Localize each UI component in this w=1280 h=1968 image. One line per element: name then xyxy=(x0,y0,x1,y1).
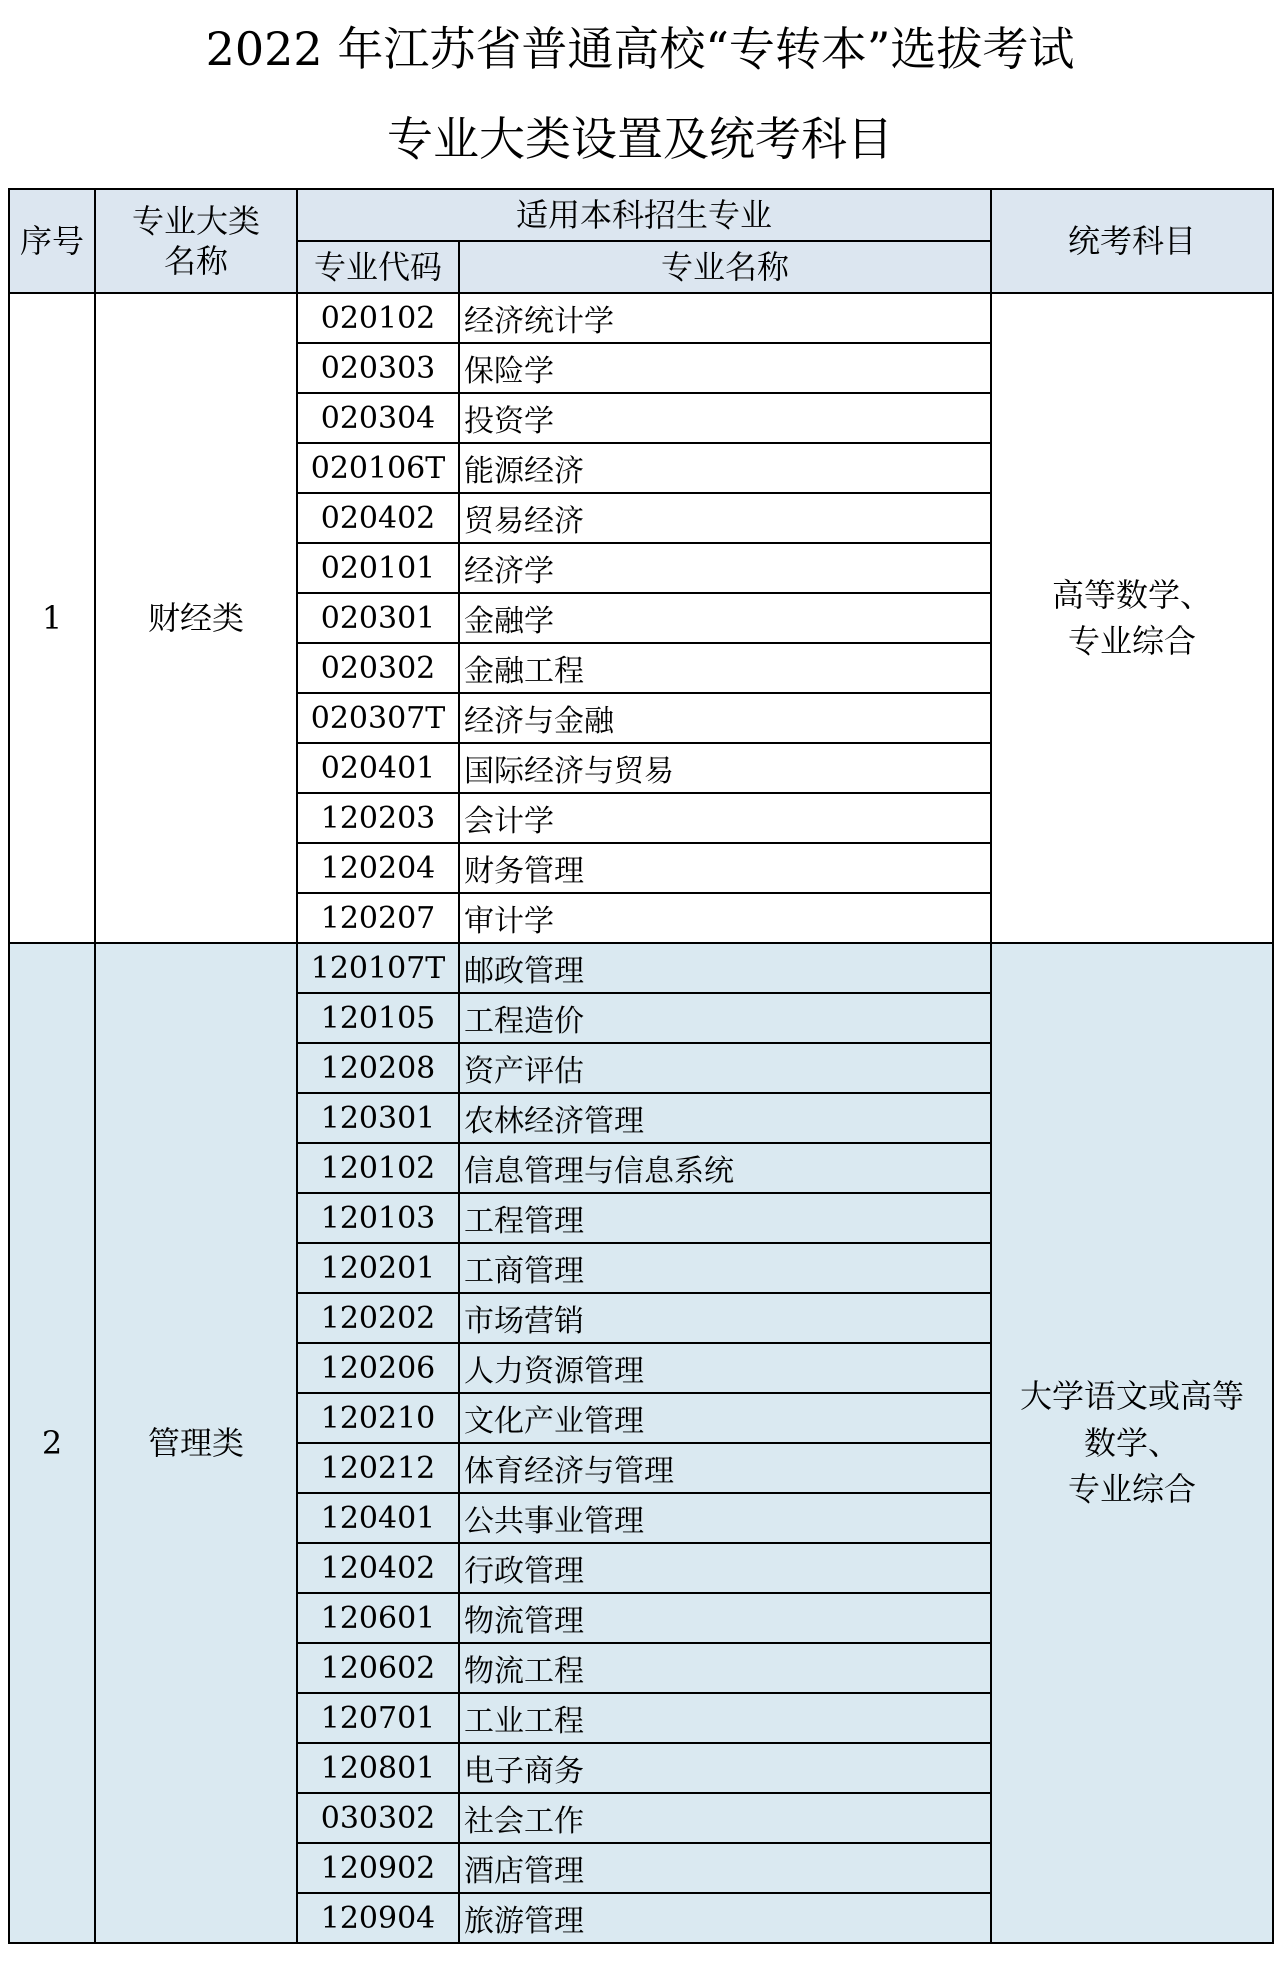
major-name: 保险学 xyxy=(459,343,991,393)
major-code: 120103 xyxy=(297,1193,459,1243)
major-code: 120301 xyxy=(297,1093,459,1143)
major-code: 120202 xyxy=(297,1293,459,1343)
major-code: 020102 xyxy=(297,293,459,343)
major-code: 120801 xyxy=(297,1743,459,1793)
group-seq: 2 xyxy=(9,943,95,1943)
major-code: 020106T xyxy=(297,443,459,493)
document-title: 2022 年江苏省普通高校“专转本”选拔考试 xyxy=(205,22,1075,76)
major-name: 公共事业管理 xyxy=(459,1493,991,1543)
major-name: 工程管理 xyxy=(459,1193,991,1243)
major-name: 文化产业管理 xyxy=(459,1393,991,1443)
major-code: 020307T xyxy=(297,693,459,743)
major-code: 120201 xyxy=(297,1243,459,1293)
major-name: 经济学 xyxy=(459,543,991,593)
major-code: 120601 xyxy=(297,1593,459,1643)
header-exam: 统考科目 xyxy=(991,189,1273,293)
major-name: 财务管理 xyxy=(459,843,991,893)
major-code: 120107T xyxy=(297,943,459,993)
major-name: 工商管理 xyxy=(459,1243,991,1293)
major-code: 120206 xyxy=(297,1343,459,1393)
major-code: 120904 xyxy=(297,1893,459,1943)
major-name: 邮政管理 xyxy=(459,943,991,993)
major-code: 020304 xyxy=(297,393,459,443)
major-code: 120602 xyxy=(297,1643,459,1693)
document-subtitle: 专业大类设置及统考科目 xyxy=(387,112,893,166)
major-name: 经济统计学 xyxy=(459,293,991,343)
major-code: 020303 xyxy=(297,343,459,393)
major-code: 120402 xyxy=(297,1543,459,1593)
major-name: 信息管理与信息系统 xyxy=(459,1143,991,1193)
major-name: 酒店管理 xyxy=(459,1843,991,1893)
major-name: 能源经济 xyxy=(459,443,991,493)
group-category: 财经类 xyxy=(95,293,297,943)
major-name: 工业工程 xyxy=(459,1693,991,1743)
table-body xyxy=(9,293,1273,1943)
exam-subject-line: 专业综合 xyxy=(1068,1470,1197,1509)
header-category-line1: 专业大类 xyxy=(131,202,260,240)
major-code: 120208 xyxy=(297,1043,459,1093)
major-code: 020302 xyxy=(297,643,459,693)
major-name: 社会工作 xyxy=(459,1793,991,1843)
major-name: 贸易经济 xyxy=(459,493,991,543)
major-code: 020402 xyxy=(297,493,459,543)
major-code: 020301 xyxy=(297,593,459,643)
major-code: 120401 xyxy=(297,1493,459,1543)
header-seq: 序号 xyxy=(9,189,95,293)
major-code: 120212 xyxy=(297,1443,459,1493)
major-code: 030302 xyxy=(297,1793,459,1843)
major-name: 物流管理 xyxy=(459,1593,991,1643)
major-name: 国际经济与贸易 xyxy=(459,743,991,793)
group-exam-subjects xyxy=(991,943,1273,1943)
exam-subject-line: 高等数学、 xyxy=(1052,575,1213,614)
major-code: 120102 xyxy=(297,1143,459,1193)
major-name: 农林经济管理 xyxy=(459,1093,991,1143)
major-code: 020401 xyxy=(297,743,459,793)
header-category xyxy=(95,189,297,293)
major-name: 金融工程 xyxy=(459,643,991,693)
group-exam-subjects xyxy=(991,293,1273,943)
majors-table xyxy=(8,188,1274,1944)
major-code: 120105 xyxy=(297,993,459,1043)
major-code: 120204 xyxy=(297,843,459,893)
major-code: 120902 xyxy=(297,1843,459,1893)
major-name: 人力资源管理 xyxy=(459,1343,991,1393)
major-name: 旅游管理 xyxy=(459,1893,991,1943)
major-code: 120203 xyxy=(297,793,459,843)
major-code: 120701 xyxy=(297,1693,459,1743)
major-name: 经济与金融 xyxy=(459,693,991,743)
group-category: 管理类 xyxy=(95,943,297,1943)
major-name: 投资学 xyxy=(459,393,991,443)
table-row xyxy=(9,293,1273,343)
major-name: 资产评估 xyxy=(459,1043,991,1093)
exam-subject-line: 专业综合 xyxy=(1068,622,1197,660)
table-row xyxy=(9,943,1273,993)
major-name: 审计学 xyxy=(459,893,991,943)
major-name: 市场营销 xyxy=(459,1293,991,1343)
major-name: 会计学 xyxy=(459,793,991,843)
major-name: 体育经济与管理 xyxy=(459,1443,991,1493)
header-code: 专业代码 xyxy=(297,241,459,293)
header-majors: 适用本科招生专业 xyxy=(297,189,991,241)
major-code: 020101 xyxy=(297,543,459,593)
exam-subject-line: 数学、 xyxy=(1084,1423,1181,1462)
major-name: 行政管理 xyxy=(459,1543,991,1593)
exam-subject-line: 大学语文或高等 xyxy=(1020,1377,1245,1416)
header-category-line2: 名称 xyxy=(163,242,228,280)
group-seq: 1 xyxy=(9,293,95,943)
major-name: 物流工程 xyxy=(459,1643,991,1693)
major-name: 金融学 xyxy=(459,593,991,643)
major-name: 电子商务 xyxy=(459,1743,991,1793)
header-name: 专业名称 xyxy=(459,241,991,293)
major-code: 120207 xyxy=(297,893,459,943)
major-code: 120210 xyxy=(297,1393,459,1443)
major-name: 工程造价 xyxy=(459,993,991,1043)
